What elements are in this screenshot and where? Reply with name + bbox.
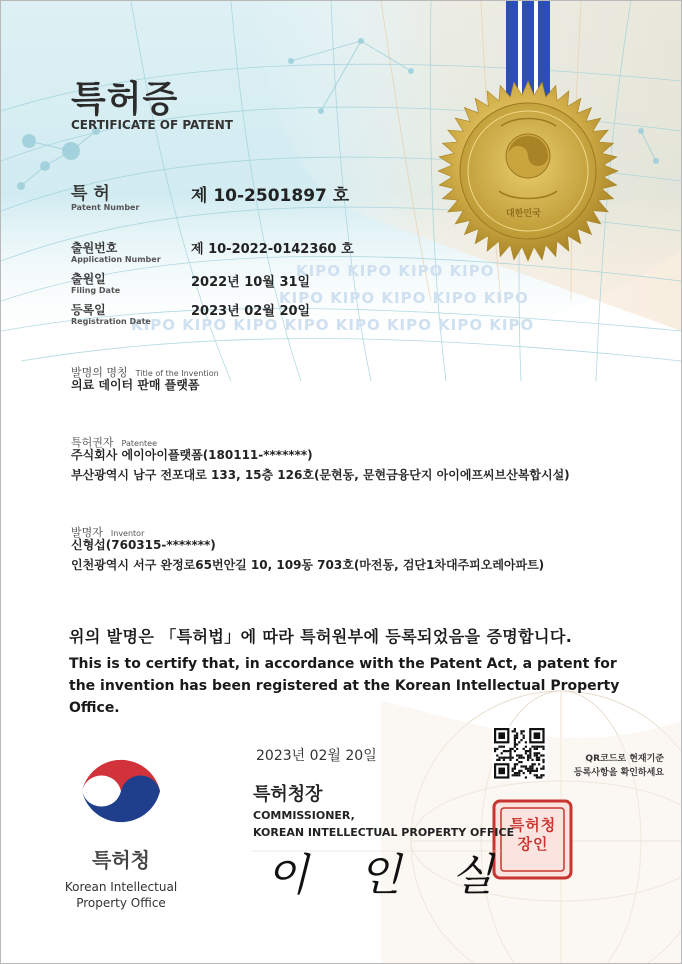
commissioner-title-ko: 특허청장 [253, 784, 323, 805]
certification-statement-ko: 위의 발명은 「특허법」에 따라 특허원부에 등록되었음을 증명합니다. [69, 627, 573, 646]
application-number-value: 제 10-2022-0142360 호 [191, 242, 354, 257]
filing-date-label-en: Filing Date [71, 286, 121, 295]
patentee-address: 부산광역시 남구 전포대로 133, 15층 126호(문현동, 문현금융단지 아이에프씨브산복합시설) [71, 468, 570, 482]
qr-note [564, 752, 664, 780]
qr-code-icon [492, 726, 547, 781]
office-name-en-line1: Korean Intellectual [64, 880, 178, 894]
watermark-row-1: KIPO KIPO KIPO KIPO [296, 262, 495, 280]
issue-date: 2023년 02월 20일 [256, 748, 377, 764]
office-name-ko: 특허청 [92, 848, 150, 872]
patent-number-value: 제 10-2501897 호 [191, 186, 350, 206]
commissioner-title-en-line1: COMMISSIONER, [253, 809, 355, 822]
watermark-row-2: KIPO KIPO KIPO KIPO KIPO [279, 289, 529, 307]
patent-number-label-en: Patent Number [71, 203, 140, 212]
patentee-name: 주식회사 에이아이플랫폼(180111-*******) [71, 448, 313, 462]
certificate-subtitle: CERTIFICATE OF PATENT [71, 118, 233, 132]
red-seal-text: 특허청장인 [509, 816, 557, 853]
patentee-label-en: Patentee [121, 439, 157, 448]
office-name-en [56, 879, 186, 911]
registration-date-label: 등록일 [71, 303, 106, 317]
invention-label-en: Title of the Invention [135, 369, 219, 378]
filing-date-value: 2022년 10월 31일 [191, 275, 311, 290]
commissioner-title-en [253, 807, 523, 841]
inventor-label-ko: 발명자 [71, 526, 103, 539]
commissioner-title-en-line2: KOREAN INTELLECTUAL PROPERTY OFFICE [253, 826, 515, 839]
office-name-en-line2: Property Office [76, 896, 166, 910]
invention-label-ko: 발명의 명칭 [71, 366, 128, 379]
patentee-label-ko: 특허권자 [71, 436, 114, 449]
registration-date-label-en: Registration Date [71, 317, 151, 326]
inventor-name: 신형섭(760315-*******) [71, 538, 216, 552]
watermark-row-3: KIPO KIPO KIPO KIPO KIPO KIPO KIPO KIPO [131, 316, 535, 334]
inventor-address: 인천광역시 서구 완정로65번안길 10, 109동 703호(마전동, 검단1차대주피오레아파트) [71, 558, 545, 572]
qr-note-line1: QR코드로 현재기준 [585, 754, 664, 764]
application-number-label-en: Application Number [71, 255, 161, 264]
commissioner-signature: 이 인 실 [266, 850, 512, 901]
patent-number-label: 특 허 [71, 184, 110, 204]
filing-date-label: 출원일 [71, 272, 106, 286]
inventor-label-en: Inventor [110, 529, 145, 538]
invention-title: 의료 데이터 판매 플랫폼 [71, 378, 200, 392]
gold-seal [438, 81, 618, 261]
application-number-label: 출원번호 [71, 241, 118, 255]
qr-note-line2: 등록사항을 확인하세요 [573, 768, 664, 778]
kipo-logo-icon [82, 760, 160, 822]
gold-seal-text: 대한민국 [506, 209, 541, 219]
registration-date-value: 2023년 02월 20일 [191, 304, 311, 319]
certificate-title: 특허증 [71, 79, 179, 120]
certification-statement-en: This is to certify that, in accordance with the Patent Act, a patent for the invention has been registered at the Korean Intellectual Property Office. [69, 656, 620, 716]
